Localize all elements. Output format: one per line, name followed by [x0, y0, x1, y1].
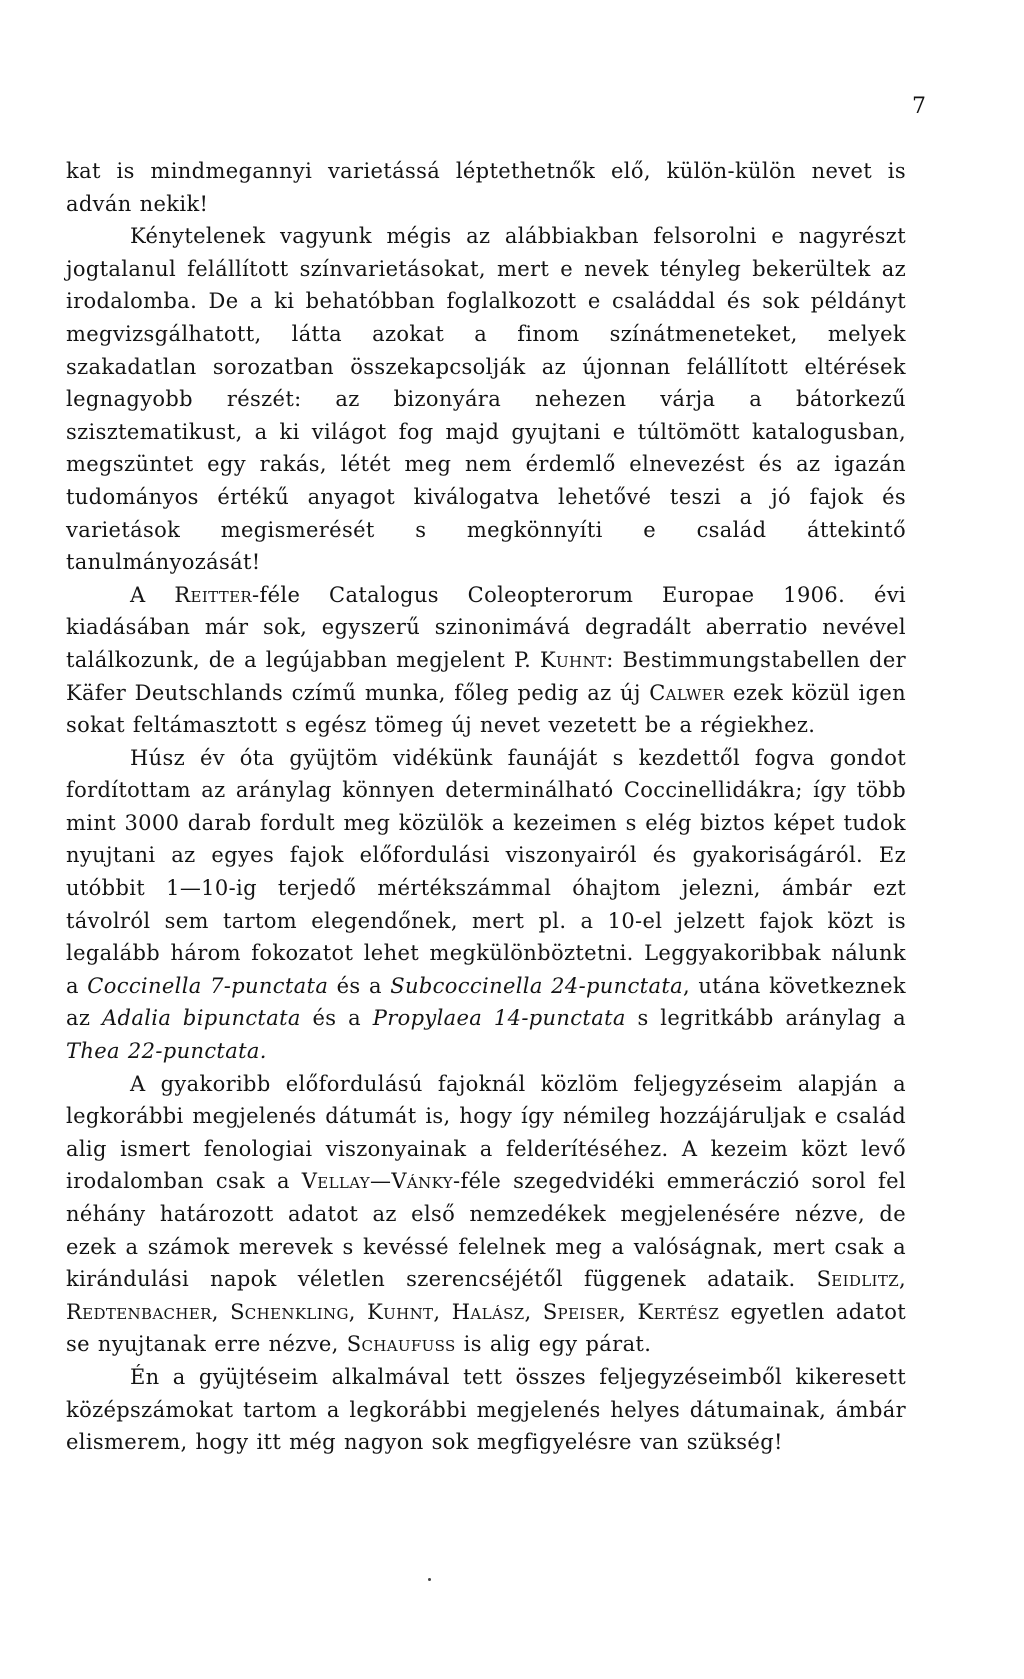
author-name: Calwer [649, 680, 725, 705]
species-name: Thea 22-punctata. [66, 1039, 267, 1064]
text-run: A [130, 582, 175, 607]
text-run: , [898, 1267, 906, 1292]
author-name: Vánky [391, 1169, 453, 1194]
author-name: Redtenbacher [66, 1299, 212, 1324]
text-run: , [524, 1299, 543, 1324]
author-name: Halász [451, 1299, 525, 1324]
text-run: , utána következnek az [66, 973, 906, 1031]
paragraph [66, 155, 906, 220]
text-run: A gyakoribb előfordulású fajoknál közlöm feljegyzéseim alapján a legkorábbi megjelenés dátumát is, hogy így némileg hozzájáruljak e család alig ismert fenologiai viszonyainak a felderítéséhez. A kezeim közt levő irodalomban csak a [66, 1071, 906, 1194]
body-text [66, 155, 906, 1459]
author-name: Seidlitz [816, 1267, 899, 1292]
text-run: — [370, 1169, 392, 1194]
text-run: , [619, 1299, 638, 1324]
author-name: Kuhnt [367, 1299, 434, 1324]
author-name: Speiser [542, 1299, 620, 1324]
author-name: Schenkling [230, 1299, 349, 1324]
author-name: Vellay [301, 1169, 371, 1194]
text-run: , [348, 1299, 368, 1324]
text-run: és a [328, 973, 391, 998]
author-name: Kuhnt [539, 647, 607, 672]
paragraph [66, 579, 906, 742]
author-name: Kertész [637, 1299, 720, 1324]
text-run: , [433, 1299, 452, 1324]
page-number: 7 [912, 94, 926, 119]
paragraph [66, 1361, 906, 1459]
text-run: , [211, 1299, 231, 1324]
text-run: -féle Catalogus Coleopterorum Europae 1906. évi kiadásában már sok, egyszerű szinonimává degradált aberratio nevével találkozunk, de a legújabban megjelent P. [66, 582, 907, 672]
species-name: Adalia bipunctata [102, 1006, 301, 1031]
paragraph [66, 742, 906, 1068]
text-run: kat is mindmegannyi varietássá léptethetnők elő, külön-külön nevet is adván nekik! [66, 159, 906, 216]
author-name: Schaufuss [346, 1332, 456, 1357]
species-name: Propylaea 14-punctata [372, 1006, 626, 1031]
text-run: Kénytelenek vagyunk mégis az alábbiakban felsorolni e nagyrészt jogtalanul felállított színvarietásokat, mert e nevek tényleg bekerültek az irodalomba. De a ki behatóbban foglalkozott e családdal és sok példányt megvizsgálhatott, látta azokat a finom színátmeneteket, melyek szakadatlan sorozatban összekapcsolják az újonnan felállított eltérések legnagyobb részét: az bizonyára nehezen várja a bátorkezű szisztematikust, a ki világot fog majd gyujtani e túltömött katalogusban, megszüntet egy rakás, létét meg nem érdemlő elnevezést és az igazán tudományos értékű anyagot kiválogatva lehetővé teszi a jó fajok és varietások megismerését s megkönnyíti e család áttekintő tanulmányozását! [66, 224, 906, 575]
text-run: s legritkább aránylag a [625, 1006, 906, 1031]
paragraph [66, 1068, 906, 1361]
text-run: -féle szegedvidéki emmeráczió sorol fel néhány határozott adatot az első nemzedékek megjelenésére nézve, de ezek a számok merevek s kevéssé felelnek meg a valóságnak, mert csak a kirándulási napok véletlen szerencséjétől függenek adataik. [66, 1169, 906, 1292]
species-name: Subcoccinella 24-punctata [390, 973, 683, 998]
text-run: egyetlen adatot se nyujtanak erre nézve, [66, 1299, 907, 1357]
species-name: Coccinella 7-punctata [87, 973, 329, 998]
text-run: : Bestimmungstabellen der Käfer Deutschlands czímű munka, főleg pedig az új [66, 647, 906, 705]
text-run: és a [300, 1006, 373, 1031]
author-name: Reitter [174, 582, 253, 607]
paragraph [66, 220, 906, 579]
text-run: Én a gyüjtéseim alkalmával tett összes feljegyzéseimből kikeresett középszámokat tartom a legkorábbi megjelenés helyes dátumainak, ámbár elismerem, hogy itt még nagyon sok megfigyelésre van szükség! [66, 1364, 906, 1455]
text-run: is alig egy párat. [455, 1332, 652, 1357]
text-run: ezek közül igen sokat feltámasztott s egész tömeg új nevet vezetett be a régiekhez. [66, 680, 906, 738]
print-speck [428, 1578, 431, 1581]
text-run: Húsz év óta gyüjtöm vidékünk faunáját s kezdettől fogva gondot fordítottam az aránylag könnyen determinálható Coccinellidákra; így több mint 3000 darab fordult meg közülök a kezeimen s elég biztos képet tudok nyujtani az egyes fajok előfordulási viszonyairól és gyakoriságáról. Ez utóbbit 1—10-ig terjedő mértékszámmal óhajtom jelezni, ámbár ezt távolról sem tartom elegendőnek, mert pl. a 10-el jelzett fajok közt is legalább három fokozatot lehet megkülönböztetni. Leggyakoribbak nálunk a [66, 745, 906, 998]
